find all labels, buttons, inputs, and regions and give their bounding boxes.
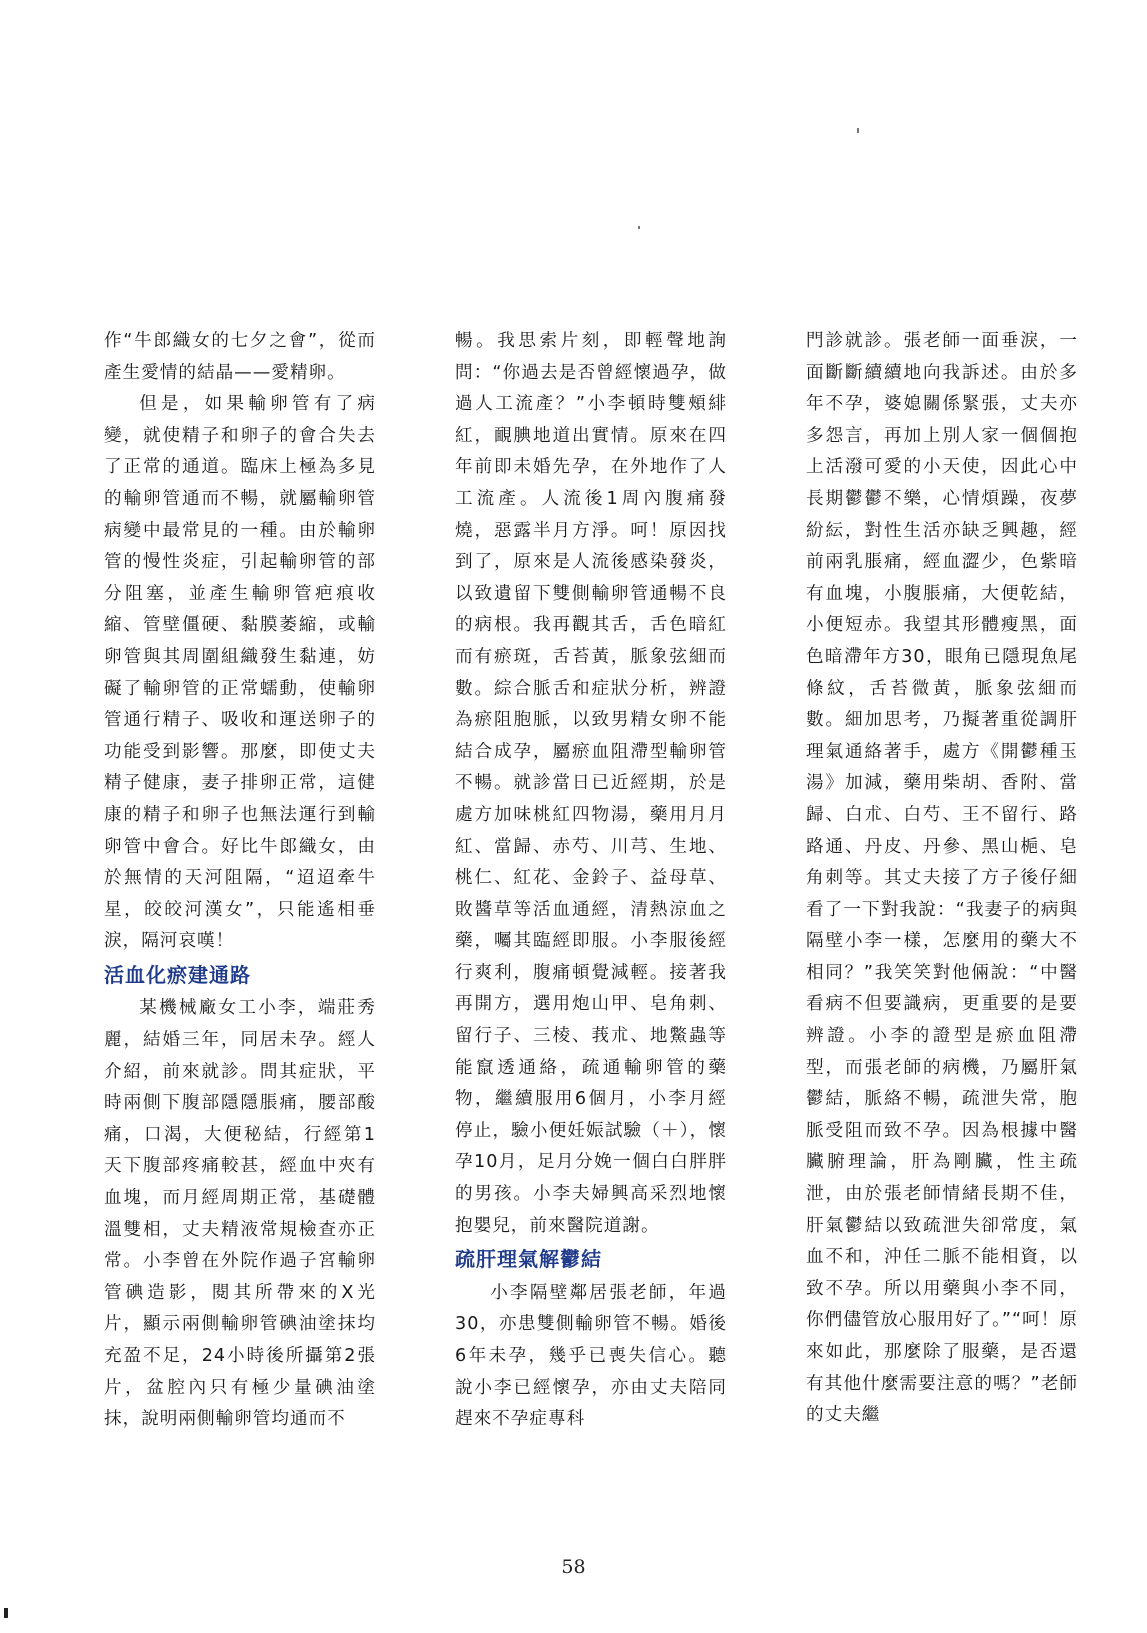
body-paragraph: 門診就診。張老師一面垂淚，一面斷斷續續地向我訴述。由於多年不孕，婆媳關係緊張，丈夫亦多怨言，再加上別人家一個個抱上活潑可愛的小天使，因此心中長期鬱鬱不樂，心情煩躁，夜夢紛紜，對性生活亦缺乏興趣，經前兩乳脹痛，經血澀少，色紫暗有血塊，小腹脹痛，大便乾結，小便短赤。我望其形體瘦黑，面色暗滯年方30，眼角已隱現魚尾條紋，舌苔微黃，脈象弦細而數。細加思考，乃擬著重從調肝理氣通絡著手，處方《開鬱種玉湯》加減，藥用柴胡、香附、當歸、白朮、白芍、王不留行、路路通、丹皮、丹參、黑山梔、皂角刺等。其丈夫接了方子後仔細看了一下對我說：“我妻子的病與隔壁小李一樣，怎麼用的藥大不相同？”我笑笑對他倆說：“中醫看病不但要識病，更重要的是要辨證。小李的證型是瘀血阻滯型，而張老師的病機，乃屬肝氣鬱結，脈絡不暢，疏泄失常，胞脈受阻而致不孕。因為根據中醫臟腑理論，肝為剛臟，性主疏泄，由於張老師情緒長期不佳，肝氣鬱結以致疏泄失卻常度，氣血不和，沖任二脈不能相資，以致不孕。所以用藥與小李不同，你們儘管放心服用好了。”“呵！原來如此，那麼除了服藥，是否還有其他什麼需要注意的嗎？”老師的丈夫繼 <box>806 331 1078 1426</box>
column-2 <box>455 326 727 1436</box>
body-paragraph: 作“牛郎織女的七夕之會”，從而產生愛情的結晶——愛精卵。 <box>104 331 376 383</box>
section-heading: 疏肝理氣解鬱結 <box>455 1247 602 1272</box>
body-paragraph: 暢。我思索片刻，即輕聲地詢問：“你過去是否曾經懷過孕，做過人工流產？”小李頓時雙頰緋紅，靦腆地道出實情。原來在四年前即未婚先孕，在外地作了人工流產。人流後1周內腹痛發燒，惡露半月方淨。呵！原因找到了，原來是人流後感染發炎，以致遺留下雙側輸卵管通暢不良的病根。我再觀其舌，舌色暗紅而有瘀斑，舌苔黃，脈象弦細而數。綜合脈舌和症狀分析，辨證為瘀阻胞脈，以致男精女卵不能結合成孕，屬瘀血阻滯型輸卵管不暢。就診當日已近經期，於是處方加味桃紅四物湯，藥用月月紅、當歸、赤芍、川芎、生地、桃仁、紅花、金鈴子、益母草、敗醬草等活血通經，清熱涼血之藥，囑其臨經即服。小李服後經行爽利，腹痛頓覺減輕。接著我再開方，選用炮山甲、皂角刺、留行子、三棱、莪朮、地鱉蟲等能竄透通絡，疏通輸卵管的藥物，繼續服用6個月，小李月經停止，驗小便妊娠試驗（＋），懷孕10月，足月分娩一個白白胖胖的男孩。小李夫婦興高采烈地懷抱嬰兒，前來醫院道謝。 <box>455 331 727 1236</box>
scan-speck <box>857 128 859 133</box>
column-3 <box>806 326 1078 1432</box>
page-number: 58 <box>561 1556 586 1578</box>
body-paragraph: 小李隔壁鄰居張老師，年過30，亦患雙側輸卵管不暢。婚後6年未孕，幾乎已喪失信心。聽說小李已經懷孕，亦由丈夫陪同趕來不孕症專科 <box>455 1282 727 1430</box>
section-heading: 活血化瘀建通路 <box>104 962 251 987</box>
body-paragraph: 但是，如果輸卵管有了病變，就使精子和卵子的會合失去了正常的通道。臨床上極為多見的輸卵管通而不暢，就屬輸卵管病變中最常見的一種。由於輸卵管的慢性炎症，引起輸卵管的部分阻塞，並產生輸卵管疤痕收縮、管壁僵硬、黏膜萎縮，或輸卵管與其周圍組織發生黏連，妨礙了輸卵管的正常蠕動，使輸卵管通行精子、吸收和運送卵子的功能受到影響。那麼，即使丈夫精子健康，妻子排卵正常，這健康的精子和卵子也無法運行到輸卵管中會合。好比牛郎織女，由於無情的天河阻隔，“迢迢牽牛星，皎皎河漢女”，只能遙相垂淚，隔河哀嘆！ <box>104 394 376 952</box>
body-paragraph: 某機械廠女工小李，端莊秀麗，結婚三年，同居未孕。經人介紹，前來就診。問其症狀，平時兩側下腹部隱隱脹痛，腰部酸痛，口渴，大便秘結，行經第1天下腹部疼痛較甚，經血中夾有血塊，而月經周期正常，基礎體溫雙相，丈夫精液常規檢查亦正常。小李曾在外院作過子宮輸卵管碘造影，閱其所帶來的X光片，顯示兩側輸卵管碘油塗抹均充盈不足，24小時後所攝第2張片，盆腔內只有極少量碘油塗抹，說明兩側輸卵管均通而不 <box>104 998 376 1430</box>
scan-speck <box>4 1608 8 1618</box>
scan-speck <box>638 226 640 229</box>
column-1 <box>104 326 376 1436</box>
